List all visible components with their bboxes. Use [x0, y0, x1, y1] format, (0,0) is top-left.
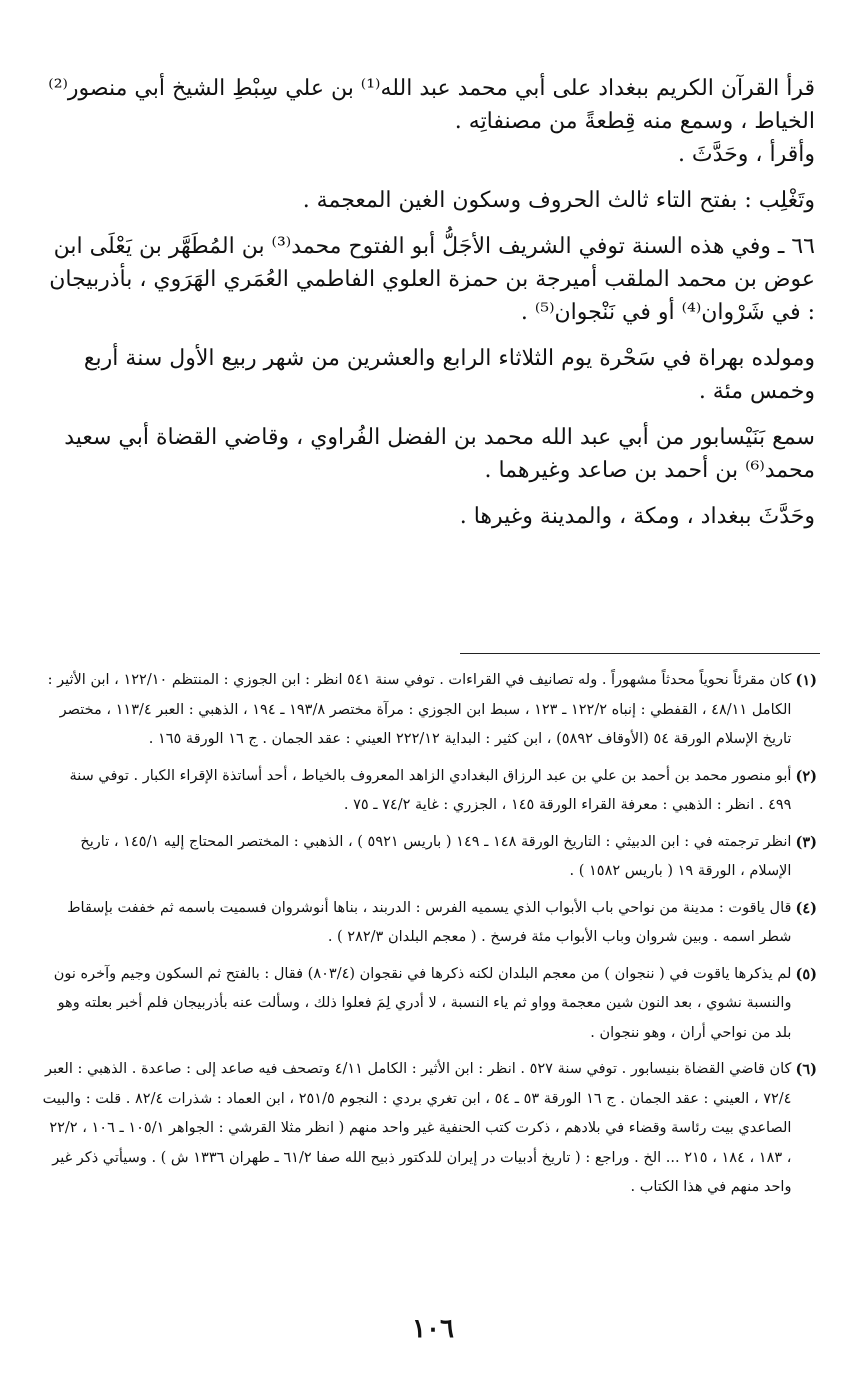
- footnote-4: [42, 894, 817, 953]
- entry-66: ٦٦ ـ وفي هذه السنة توفي الشريف الأجَلُّ أبو الفتوح محمد⁽³⁾ بن المُطَهَّر بن يَعْلَى ابن عوض بن محمد الملقب أميرجة بن حمزة العلوي الفاطمي العُمَري الهَرَوي ، بأذربيجان : في شَرْوان⁽⁴⁾ أو في نَنْجوان⁽⁵⁾ .: [49, 234, 815, 325]
- footnote-1: [42, 666, 817, 755]
- footnote-number: (٥): [795, 965, 817, 983]
- paragraph-3: وتَغْلِب : بفتح التاء ثالث الحروف وسكون الغين المعجمة .: [302, 188, 815, 213]
- footnote-text: قال ياقوت : مدينة من نواحي باب الأبواب الذي يسميه الفرس : الدربند ، بناها أنوشروان فسميت باسمه ثم خففت بإسقاط شطر اسمه . وبين شروان وباب الأبواب مئة فرسخ . ( معجم البلدان ٢٨٢/٣ ) .: [67, 899, 792, 945]
- footnote-number: (٢): [795, 767, 817, 785]
- paragraph-1: قرأ القرآن الكريم ببغداد على أبي محمد عبد الله⁽¹⁾ بن علي سِبْطِ الشيخ أبي منصور⁽²⁾ الخياط ، وسمع منه قِطعةً من مصنفاتِه .: [48, 76, 815, 134]
- footnote-2: [42, 762, 817, 821]
- footnote-6: [42, 1055, 817, 1203]
- footnote-divider: [460, 653, 820, 654]
- footnote-text: انظر ترجمته في : ابن الدبيثي : التاريخ الورقة ١٤٨ ـ ١٤٩ ( باريس ٥٩٢١ ) ، الذهبي : المختصر المحتاج إليه ١٤٥/١ ، تاريخ الإسلام ، الورقة ١٩ ( باريس ١٥٨٢ ) .: [80, 833, 792, 879]
- paragraph-hearing: سمع بَنَيْسابور من أبي عبد الله محمد بن الفضل الفُراوي ، وقاضي القضاة أبي سعيد محمد⁽⁶⁾ بن أحمد بن صاعد وغيرهما .: [64, 425, 815, 483]
- footnotes: [42, 666, 817, 1210]
- footnote-number: (٣): [795, 833, 817, 851]
- footnote-number: (٤): [795, 899, 817, 917]
- paragraph-birth: ومولده بهراة في سَحْرة يوم الثلاثاء الرابع والعشرين من شهر ربيع الأول سنة أربع وخمس مئة .: [83, 346, 815, 404]
- main-text: [45, 72, 815, 533]
- page-number: ١٠٦: [412, 1314, 454, 1344]
- footnote-text: لم يذكرها ياقوت في ( ننجوان ) من معجم البلدان لكنه ذكرها في نقجوان (٨٠٣/٤) فقال : بالفتح ثم السكون وجيم وآخره نون والنسبة نشوي ، بعد النون شين معجمة وواو ثم ياء النسبة ، لا أدري لِمَ فعلوا ذلك ، وسألت عنه بأذربيجان فلم أخبر بعلته وهو بلد من نواحي أران ، وهو ننجوان .: [53, 965, 792, 1041]
- footnote-3: [42, 828, 817, 887]
- paragraph-2: وأقرأ ، وحَدَّثَ .: [677, 142, 815, 167]
- paragraph-narration: وحَدَّثَ ببغداد ، ومكة ، والمدينة وغيرها .: [459, 504, 815, 529]
- footnote-text: كان قاضي القضاة بنيسابور . توفي سنة ٥٢٧ . انظر : ابن الأثير : الكامل ٤/١١ وتصحف فيه صاعد إلى : صاعدة . الذهبي : العبر ٧٢/٤ ، العيني : عقد الجمان . ج ١٦ الورقة ٥٣ ـ ٥٤ ، ابن تغري بردي : النجوم ٢٥١/٥ ، ابن العماد : شذرات ٨٢/٤ . قلت : والبيت الصاعدي بيت رئاسة وقضاء في بلادهم ، ذكرت كتب الحنفية غير واحد منهم ( انظر مثلا القرشي : الجواهر ١٠٥/١ ـ ١٠٦ ، ٢٢/٢ ، ١٨٣ ، ١٨٤ ، ٢١٥ ... الخ . وراجع : ( تاريخ أدبيات در إيران للدكتور ذبيح الله صفا ٦١/٢ ـ طهران ١٣٣٦ ش ) . وسيأتي ذكر غير واحد منهم في هذا الكتاب .: [42, 1061, 792, 1195]
- footnote-text: أبو منصور محمد بن أحمد بن علي بن عبد الرزاق البغدادي الزاهد المعروف بالخياط ، أحد أساتذة الإقراء الكبار . توفي سنة ٤٩٩ . انظر : الذهبي : معرفة القراء الورقة ١٤٥ ، الجزري : غاية ٧٤/٢ ـ ٧٥ .: [69, 767, 792, 813]
- footnote-5: [42, 960, 817, 1049]
- footnote-number: (١): [795, 672, 817, 689]
- footnote-number: (٦): [795, 1061, 817, 1078]
- footnote-text: كان مقرئاً نحوياً محدثاً مشهوراً . وله تصانيف في القراءات . توفي سنة ٥٤١ انظر : ابن الجوزي : المنتظم ١٢٢/١٠ ، ابن الأثير : الكامل ٤٨/١١ ، القفطي : إنباه ١٢٢/٢ ـ ١٢٣ ، سبط ابن الجوزي : مرآة مختصر ١٩٣/٨ ـ ١٩٤ ، الذهبي : العبر ١١٣/٤ ، مختصر تاريخ الإسلام الورقة ٥٤ (الأوقاف ٥٨٩٢) ، ابن كثير : البداية ٢٢٢/١٢ العيني : عقد الجمان . ج ١٦ الورقة ١٦٥ .: [47, 672, 792, 747]
